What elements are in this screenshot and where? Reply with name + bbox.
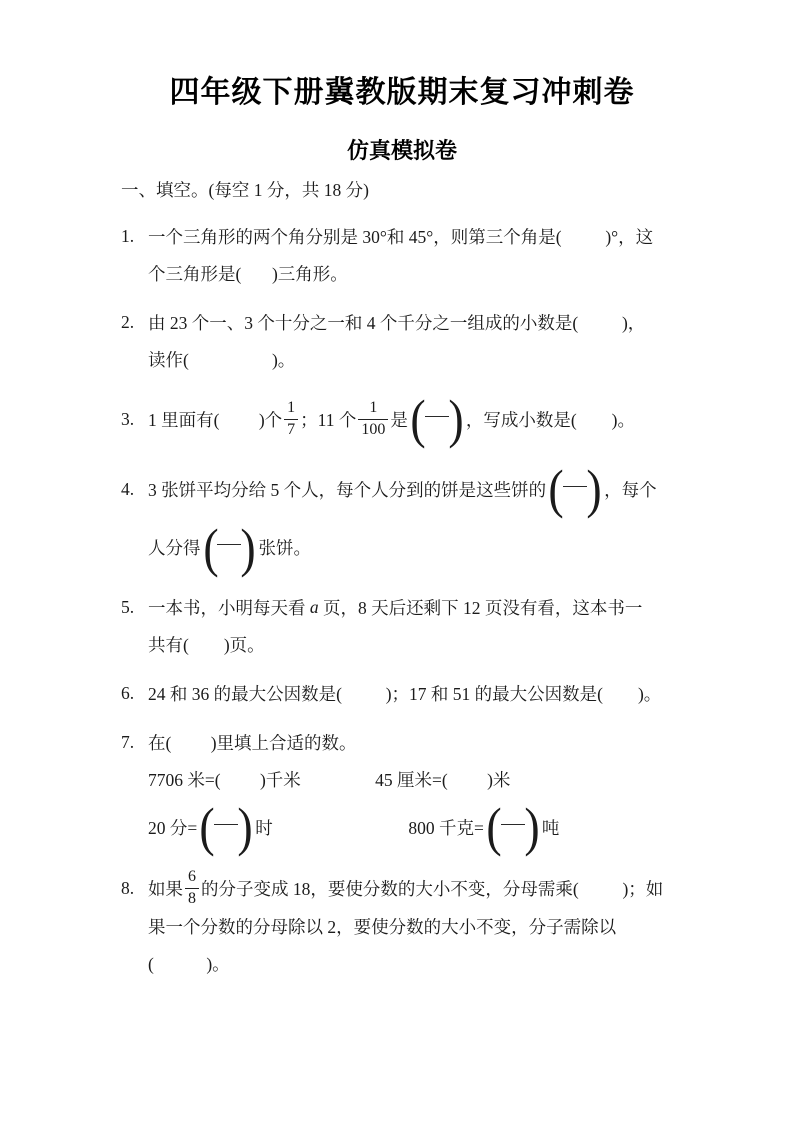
question-number: 2. (121, 312, 135, 332)
open-paren: ( (486, 796, 502, 857)
question-6 (121, 675, 683, 712)
fraction (185, 868, 199, 908)
question-line (121, 255, 683, 292)
question-line (121, 341, 683, 378)
fraction-bar-blank (425, 416, 449, 417)
question-line (121, 724, 683, 761)
question-line (121, 798, 683, 856)
questions-list (121, 218, 683, 982)
question-text: 时 800 千克= (255, 817, 484, 838)
fraction-numerator: 1 (369, 399, 378, 417)
fraction (358, 399, 388, 439)
question-line (121, 908, 683, 945)
blank-fraction (198, 798, 254, 856)
fraction-bar-blank (501, 824, 525, 825)
blank-fraction (202, 519, 258, 577)
close-paren: ) (524, 796, 540, 857)
fraction-denominator: 100 (358, 419, 388, 439)
question-text: 3 张饼平均分给 5 个人，每个人分到的饼是这些饼的 (148, 479, 547, 500)
blank-fraction (485, 798, 541, 856)
blank-fraction (547, 460, 603, 518)
question-text: 1 里面有( )个 (148, 409, 283, 430)
fraction-denominator: 8 (185, 888, 199, 908)
close-paren: ) (448, 389, 464, 449)
fraction-numerator: 6 (188, 868, 196, 886)
question-text: 一本书，小明每天看 (148, 597, 310, 618)
question-text: 一个三角形的两个角分别是 30°和 45°，则第三个角是( )°，这 (148, 227, 654, 247)
open-paren: ( (202, 517, 219, 578)
question-text: 人分得 (148, 538, 201, 559)
question-text: 在( )里填上合适的数。 (148, 732, 357, 753)
page-title: 四年级下册冀教版期末复习冲刺卷 (169, 76, 635, 109)
question-4 (121, 460, 683, 577)
question-number: 8. (121, 877, 135, 898)
fraction-bar-blank (217, 544, 241, 545)
question-1 (121, 218, 683, 292)
question-line (121, 868, 683, 908)
variable-text: a (309, 596, 319, 617)
question-number: 3. (121, 408, 135, 429)
question-line (121, 945, 683, 982)
question-line (121, 675, 683, 712)
question-text: 果一个分数的分母除以 2，要使分数的大小不变，分子需除以 (148, 917, 617, 938)
question-number: 4. (121, 478, 135, 499)
question-text: 吨 (541, 817, 560, 838)
question-text: 共有( )页。 (148, 634, 265, 655)
fraction (284, 399, 298, 439)
open-paren: ( (199, 796, 215, 857)
question-2 (121, 304, 683, 378)
close-paren: ) (240, 517, 257, 578)
question-text: 的分子变成 18，要使分数的大小不变，分母需乘( )；如 (201, 878, 664, 899)
question-number: 6. (121, 682, 135, 703)
blank-fraction (409, 390, 465, 448)
question-text: ( )。 (148, 954, 230, 975)
question-line (121, 218, 683, 255)
question-8 (121, 868, 683, 982)
fraction-bar-blank (563, 486, 587, 487)
open-paren: ( (410, 389, 426, 449)
question-text: 页，8 天后还剩下 12 页没有看，这本书一 (318, 597, 643, 618)
question-text: 20 分= (148, 817, 198, 838)
question-7 (121, 724, 683, 856)
question-text: ，写成小数是( )。 (465, 409, 636, 430)
question-text: 由 23 个一、3 个十分之一和 4 个千分之一组成的小数是( )， (148, 313, 646, 333)
question-text: 如果 (148, 878, 183, 899)
fraction-denominator: 7 (284, 419, 298, 439)
fraction-numerator: 1 (287, 399, 296, 417)
close-paren: ) (237, 796, 253, 857)
question-line (121, 460, 683, 518)
question-line (121, 626, 683, 663)
question-3 (121, 390, 683, 448)
page-subtitle: 仿真模拟卷 (346, 138, 457, 163)
question-text: 张饼。 (258, 538, 311, 559)
close-paren: ) (586, 459, 602, 520)
question-text: 读作( )。 (148, 350, 296, 370)
question-text: 7706 米=( )千米 45 厘米=( )米 (148, 769, 511, 790)
section-heading: 一、填空。(每空 1 分，共 18 分) (121, 180, 369, 200)
question-text: 是 (390, 409, 408, 430)
question-text: ；11 个 (300, 409, 357, 430)
question-line (121, 519, 683, 577)
question-number: 1. (121, 226, 135, 246)
question-line (121, 304, 683, 341)
question-number: 7. (121, 731, 135, 752)
question-line (121, 761, 683, 798)
question-line (121, 589, 683, 626)
question-text: 24 和 36 的最大公因数是( )；17 和 51 的最大公因数是( )。 (148, 683, 662, 704)
open-paren: ( (548, 459, 564, 520)
question-number: 5. (121, 596, 135, 617)
fraction-bar-blank (214, 824, 238, 825)
question-line (121, 390, 683, 448)
question-text: ，每个 (604, 479, 657, 500)
question-5 (121, 589, 683, 663)
question-text: 个三角形是( )三角形。 (148, 264, 348, 284)
